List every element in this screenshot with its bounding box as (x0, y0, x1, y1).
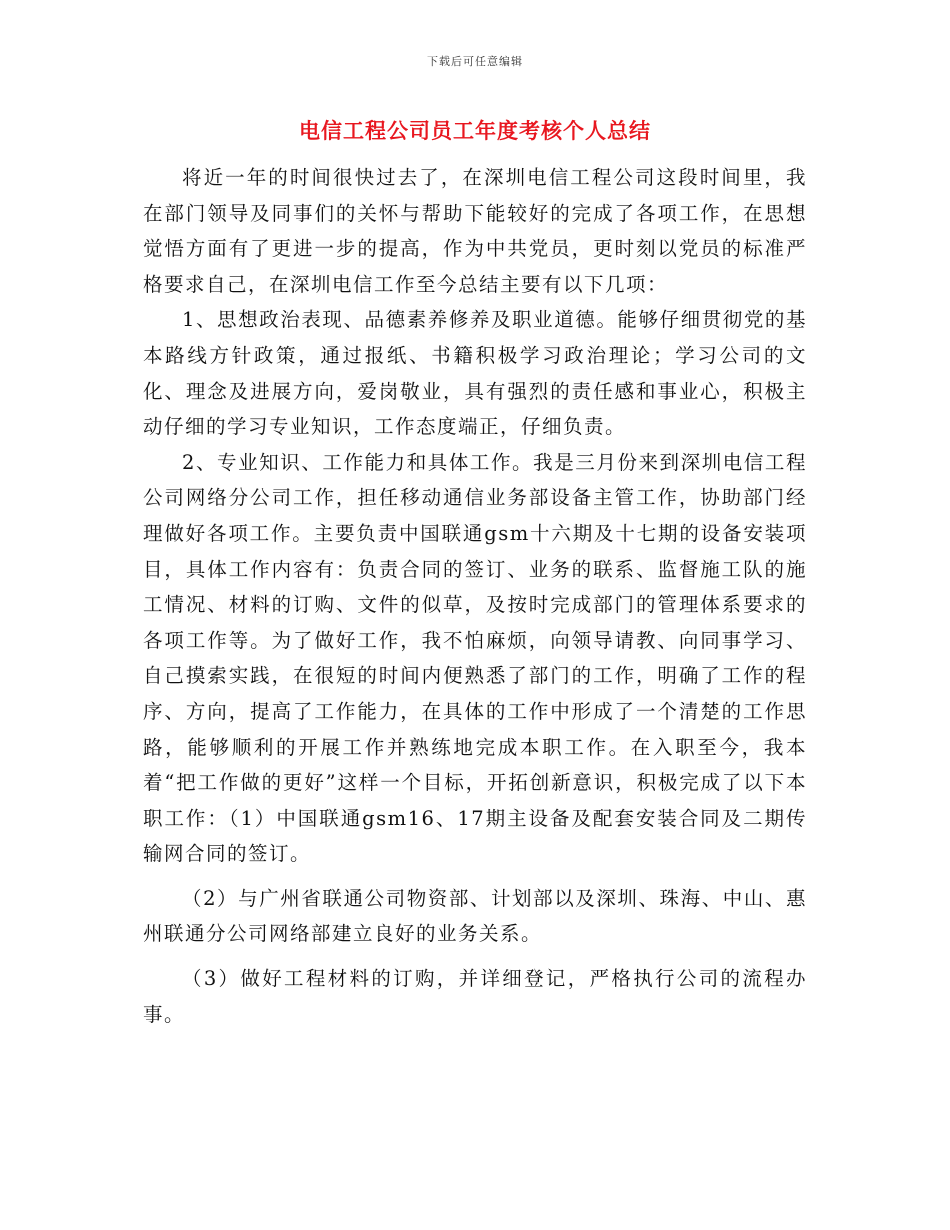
document-body (143, 160, 807, 1032)
document-title: 电信工程公司员工年度考核个人总结 (299, 118, 651, 143)
paragraph-item-1: 1、思想政治表现、品德素养修养及职业道德。能够仔细贯彻党的基本路线方针政策，通过报纸、书籍积极学习政治理论；学习公司的文化、理念及进展方向，爱岗敬业，具有强烈的责任感和事业心，积极主动仔细的学习专业知识，工作态度端正，仔细负责。 (143, 308, 807, 439)
paragraph-item-2: 2、专业知识、工作能力和具体工作。我是三月份来到深圳电信工程公司网络分公司工作，担任移动通信业务部设备主管工作，协助部门经理做好各项工作。主要负责中国联通gsm十六期及十七期的设备安装项目，具体工作内容有：负责合同的签订、业务的联系、监督施工队的施工情况、材料的订购、文件的似草，及按时完成部门的管理体系要求的各项工作等。为了做好工作，我不怕麻烦，向领导请教、向同事学习、自己摸索实践，在很短的时间内便熟悉了部门的工作，明确了工作的程序、方向，提高了工作能力，在具体的工作中形成了一个清楚的工作思路，能够顺利的开展工作并熟练地完成本职工作。在入职至今，我本着“把工作做的更好”这样一个目标，开拓创新意识，积极完成了以下本职工作：（1）中国联通gsm16、17期主设备及配套安装合同及二期传输网合同的签订。 (143, 450, 807, 866)
paragraph-sub-item-2: （2）与广州省联通公司物资部、计划部以及深圳、珠海、中山、惠州联通分公司网络部建立良好的业务关系。 (143, 886, 807, 946)
paragraph-intro: 将近一年的时间很快过去了，在深圳电信工程公司这段时间里，我在部门领导及同事们的关怀与帮助下能较好的完成了各项工作，在思想觉悟方面有了更进一步的提高，作为中共党员，更时刻以党员的标准严格要求自己，在深圳电信工作至今总结主要有以下几项： (143, 166, 807, 296)
header-note: 下载后可任意编辑 (427, 55, 523, 68)
paragraph-sub-item-3: （3）做好工程材料的订购，并详细登记，严格执行公司的流程办事。 (143, 967, 807, 1026)
